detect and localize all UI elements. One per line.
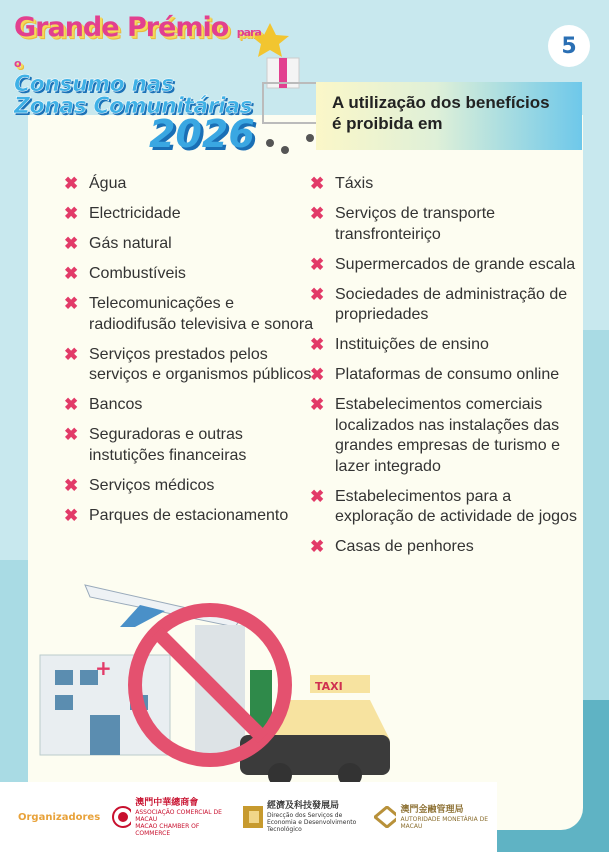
list-item [310,204,580,245]
organizers-label: Organizadores [18,811,101,823]
org1-en: MACAO CHAMBER OF COMMERCE [135,822,200,837]
cross-icon: ✖ [310,395,325,414]
org-logo-chamber [112,798,231,837]
title-line1: Grande Prémio [14,12,229,43]
chamber-emblem-icon [112,806,131,828]
item-label: Táxis [335,175,374,192]
org1-cn: 澳門中華總商會 [135,797,199,808]
org3-cn: 澳門金融管理局 [400,804,464,815]
list-item [64,264,314,285]
page-number-badge: 5 [548,25,590,67]
cross-icon: ✖ [310,486,325,506]
org2-cn: 經濟及科技發展局 [266,801,339,811]
list-item [64,425,314,466]
list-item [64,476,314,497]
cross-icon: ✖ [64,294,79,313]
prohibited-services-illustration [30,575,390,785]
prohibited-list-left [64,174,314,536]
title-line3: Zonas Comunitárias [14,94,253,119]
item-label: Parques de estacionamento [89,506,289,524]
list-item [310,335,580,356]
list-item [64,294,314,335]
title-suffix: para o [14,26,261,70]
list-item [64,204,314,225]
org1-pt: ASSOCIAÇÃO COMERCIAL DE MACAU [135,808,222,823]
item-label: Telecomunicações e radiodifusão televisiva e sonora [89,295,314,333]
cross-icon: ✖ [310,204,325,223]
item-label: Plataformas de consumo online [335,366,560,383]
list-item [310,174,580,195]
list-item [64,506,314,527]
cross-icon: ✖ [310,284,325,304]
item-label: Instituições de ensino [335,336,489,353]
item-label: Serviços de transporte transfronteiriço [335,205,496,243]
list-item [64,345,314,386]
footer-organizers [0,782,497,852]
list-item [310,487,580,528]
title-line2: Consumo nas [14,72,174,97]
cross-icon: ✖ [64,234,79,253]
list-item [310,285,580,326]
item-label: Electricidade [89,205,181,222]
cross-icon: ✖ [64,395,79,414]
list-item [64,395,314,416]
item-label: Água [89,175,127,192]
cross-icon: ✖ [64,204,79,223]
item-label: Seguradoras e outras instutições financeiras [89,426,247,464]
cross-icon: ✖ [64,475,79,495]
item-label: Supermercados de grande escala [335,255,576,273]
cross-icon: ✖ [310,365,325,384]
svg-text:+: + [95,656,112,680]
prohibited-list-right [310,174,580,567]
section-banner [316,82,582,150]
cross-icon: ✖ [64,425,79,444]
list-item [64,234,314,255]
title-year: 2026 [149,112,255,156]
item-label: Estabelecimentos comerciais localizados nas instalações das grandes empresas de turismo e lazer integrado [335,396,560,475]
cross-icon: ✖ [310,335,325,354]
list-item [310,537,580,558]
item-label: Estabelecimentos para a exploração de actividade de jogos [335,487,577,525]
item-label: Casas de penhores [335,538,474,555]
item-label: Bancos [89,396,143,413]
dset-emblem-icon [243,806,263,828]
cross-icon: ✖ [310,537,325,556]
org2-pt: Direcção dos Serviços de Economia e Desenvolvimento Tecnológico [266,812,357,833]
org3-pt: AUTORIDADE MONETÁRIA DE MACAU [400,815,489,830]
list-item [310,255,580,276]
cross-icon: ✖ [64,174,79,193]
cross-icon: ✖ [64,264,79,283]
list-item [64,174,314,195]
amcm-emblem-icon [374,806,397,828]
item-label: Serviços prestados pelos serviços e organismos públicos [89,345,312,383]
campaign-title [14,12,264,154]
list-item [310,395,580,477]
list-item [310,365,580,386]
cross-icon: ✖ [64,505,79,525]
cross-icon: ✖ [310,174,325,193]
item-label: Serviços médicos [89,476,215,494]
org-logo-amcm [374,805,497,830]
item-label: Sociedades de administração de propriedades [335,285,568,323]
banner-line1: A utilização dos benefícios [332,93,550,112]
item-label: Combustíveis [89,265,186,282]
org-logo-dset [243,801,362,833]
banner-line2: é proibida em [332,114,443,133]
cross-icon: ✖ [64,344,79,364]
cross-icon: ✖ [310,254,325,274]
item-label: Gás natural [89,235,172,252]
taxi-sign: TAXI [315,680,343,693]
